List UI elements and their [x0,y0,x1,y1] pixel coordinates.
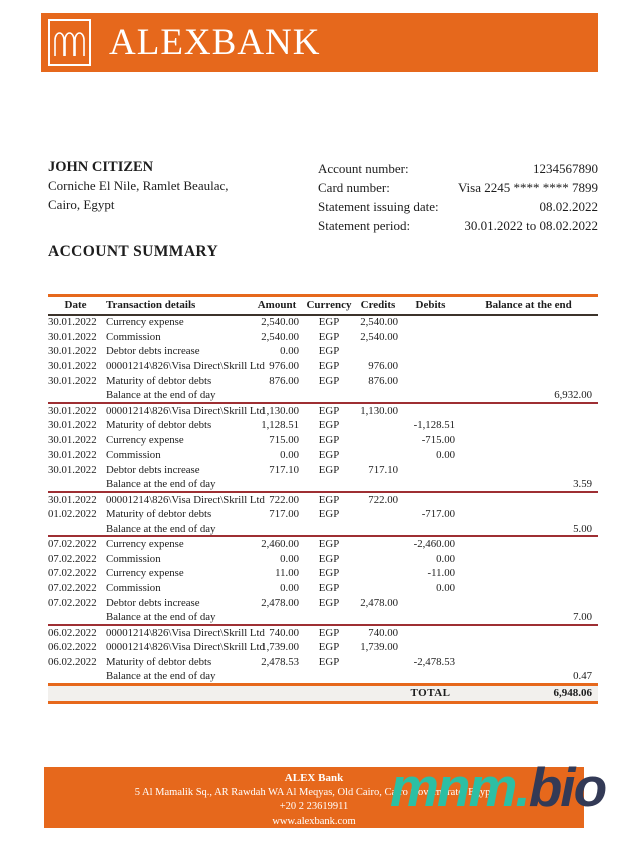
cell-currency: EGP [318,493,340,506]
cell-empty [402,477,459,492]
cell-amount: 2,460.00 [261,538,299,551]
cell-details: Commission [106,582,161,595]
transaction-row [48,359,598,374]
cell-currency: EGP [318,656,340,669]
transaction-row [48,536,598,551]
cell-balance [459,315,598,330]
transaction-row [48,581,598,596]
cell-amount: 0.00 [280,449,299,462]
balance-value: 3.59 [459,477,598,492]
cell-balance [459,374,598,389]
header-band [41,13,598,72]
cell-debits [402,315,459,330]
account-info-row [318,216,598,235]
cell-debits [402,403,459,418]
cell-currency: EGP [318,405,340,418]
cell-currency: EGP [318,316,340,329]
info-value: 1234567890 [533,161,598,176]
total-row [48,684,598,702]
cell-empty [250,477,304,492]
cell-details: Commission [106,552,161,565]
cell-balance [459,462,598,477]
cell-empty [304,670,354,685]
cell-credits: 976.00 [368,360,398,373]
cell-empty [304,477,354,492]
cell-date: 30.01.2022 [48,419,97,432]
cell-debits [402,462,459,477]
cell-amount: 1,130.00 [261,405,299,418]
transaction-row [48,492,598,507]
cell-currency: EGP [318,419,340,432]
three-arches-icon [53,28,86,58]
cell-credits: 2,540.00 [360,316,398,329]
cell-amount: 717.00 [269,508,299,521]
total-label: TOTAL [402,684,459,702]
info-label: Statement issuing date: [318,199,439,214]
cell-credits: 1,739.00 [360,641,398,654]
transactions-table [48,294,598,704]
cell-amount: 1,739.00 [261,641,299,654]
table-body [48,315,598,685]
cell-debits [402,596,459,611]
cell-empty [250,388,304,403]
cell-amount: 11.00 [275,567,299,580]
cell-empty [48,670,103,685]
account-info-row [318,159,598,178]
cell-debits [402,359,459,374]
transaction-row [48,329,598,344]
balance-label: Balance at the end of day [103,522,250,537]
cell-currency: EGP [318,552,340,565]
cell-date: 07.02.2022 [48,538,97,551]
balance-value: 7.00 [459,610,598,625]
cell-balance [459,329,598,344]
cell-debits [402,625,459,640]
cell-empty [304,610,354,625]
cell-credits: 2,540.00 [360,330,398,343]
cell-currency: EGP [318,434,340,447]
transaction-row [48,596,598,611]
transaction-row [48,433,598,448]
info-value: 30.01.2022 to 08.02.2022 [464,218,598,233]
cell-empty [48,477,103,492]
cell-amount: 0.00 [280,345,299,358]
cell-debits [402,374,459,389]
cell-amount: 2,540.00 [261,316,299,329]
cell-details: Maturity of debtor debts [106,375,212,388]
info-value: 08.02.2022 [539,199,598,214]
bank-name: ALEXBANK [109,22,321,63]
cell-empty [402,388,459,403]
cell-credits [354,344,402,359]
info-label: Card number: [318,180,390,195]
transaction-row [48,418,598,433]
cell-amount: 876.00 [269,375,299,388]
cell-balance [459,551,598,566]
cell-empty [103,684,250,702]
cell-amount: 722.00 [269,493,299,506]
column-header: Date [64,299,87,312]
cell-date: 30.01.2022 [48,449,97,462]
cell-empty [304,684,354,702]
cell-date: 06.02.2022 [48,641,97,654]
transaction-row [48,315,598,330]
cell-details: Debtor debts increase [106,597,200,610]
cell-date: 30.01.2022 [48,345,97,358]
cell-empty [250,670,304,685]
balance-value: 0.47 [459,670,598,685]
balance-value: 5.00 [459,522,598,537]
cell-amount: 740.00 [269,627,299,640]
cell-empty [48,388,103,403]
cell-balance [459,581,598,596]
cell-currency: EGP [318,345,340,358]
cell-credits [354,581,402,596]
cell-balance [459,418,598,433]
cell-date: 06.02.2022 [48,656,97,669]
cell-balance [459,536,598,551]
cell-empty [354,610,402,625]
cell-empty [354,477,402,492]
cell-debits [402,492,459,507]
cell-empty [304,388,354,403]
cell-empty [304,522,354,537]
cell-amount: 0.00 [280,552,299,565]
column-header: Credits [360,299,396,312]
cell-date: 30.01.2022 [48,434,97,447]
cell-details: 00001214\826\Visa Direct\Skrill Ltd [106,627,265,640]
cell-details: Commission [106,330,161,343]
cell-credits: 740.00 [368,627,398,640]
cell-empty [402,670,459,685]
cell-empty [354,522,402,537]
footer-bank-name: ALEX Bank [284,772,344,784]
cell-empty [354,684,402,702]
cell-balance [459,655,598,670]
account-info-row [318,178,598,197]
cell-currency: EGP [318,567,340,580]
cell-debits: -11.00 [427,567,455,580]
cell-date: 30.01.2022 [48,360,97,373]
cell-debits: 0.00 [436,552,455,565]
cell-empty [354,388,402,403]
cell-date: 30.01.2022 [48,493,97,506]
cell-balance [459,492,598,507]
cell-credits [354,507,402,522]
cell-credits [354,418,402,433]
cell-credits [354,536,402,551]
cell-empty [402,610,459,625]
cell-details: Currency expense [106,434,184,447]
cell-empty [250,522,304,537]
cell-details: 00001214\826\Visa Direct\Skrill Ltd [106,405,265,418]
column-header: Debits [415,299,446,312]
cell-details: 00001214\826\Visa Direct\Skrill Ltd [106,641,265,654]
cell-currency: EGP [318,597,340,610]
cell-balance [459,566,598,581]
customer-block [48,157,229,214]
balance-label: Balance at the end of day [103,388,250,403]
cell-empty [250,610,304,625]
cell-debits: 0.00 [436,449,455,462]
cell-credits: 2,478.00 [360,597,398,610]
cell-amount: 717.10 [269,463,299,476]
cell-credits [354,655,402,670]
footer-address: 5 Al Mamalik Sq., AR Rawdah WA Al Meqyas, Old Cairo, Cairo Governorate, Egypt [134,786,494,798]
cell-currency: EGP [318,330,340,343]
account-info-row [318,197,598,216]
balance-row [48,610,598,625]
cell-date: 30.01.2022 [48,405,97,418]
cell-currency: EGP [318,538,340,551]
cell-credits: 1,130.00 [360,405,398,418]
table-wrap [48,294,598,704]
transaction-row [48,640,598,655]
cell-debits: 0.00 [436,582,455,595]
cell-date: 30.01.2022 [48,463,97,476]
column-header: Currency [306,299,352,312]
cell-debits: -715.00 [421,434,455,447]
watermark-secondary: bio [528,756,606,818]
cell-balance [459,596,598,611]
section-title: ACCOUNT SUMMARY [48,243,219,260]
cell-date: 01.02.2022 [48,508,97,521]
cell-amount: 2,540.00 [261,330,299,343]
cell-balance [459,625,598,640]
balance-value: 6,932.00 [459,388,598,403]
transaction-row [48,566,598,581]
balance-row [48,477,598,492]
cell-balance [459,640,598,655]
balance-row [48,522,598,537]
cell-currency: EGP [318,463,340,476]
column-header: Amount [257,299,297,312]
cell-date: 30.01.2022 [48,330,97,343]
cell-credits: 717.10 [368,463,398,476]
cell-empty [354,670,402,685]
cell-credits [354,566,402,581]
table-header-row [48,296,598,315]
cell-currency: EGP [318,508,340,521]
transaction-row [48,403,598,418]
cell-date: 30.01.2022 [48,316,97,329]
cell-credits: 722.00 [368,493,398,506]
cell-currency: EGP [318,375,340,388]
cell-debits [402,329,459,344]
cell-currency: EGP [318,627,340,640]
cell-date: 07.02.2022 [48,582,97,595]
cell-currency: EGP [318,360,340,373]
balance-label: Balance at the end of day [103,670,250,685]
balance-label: Balance at the end of day [103,610,250,625]
cell-balance [459,344,598,359]
balance-row [48,670,598,685]
cell-amount: 0.00 [280,582,299,595]
cell-empty [402,522,459,537]
watermark-primary: mnm. [390,756,529,818]
balance-label: Balance at the end of day [103,477,250,492]
cell-details: 00001214\826\Visa Direct\Skrill Ltd [106,493,265,506]
cell-details: Debtor debts increase [106,463,200,476]
footer-phone: +20 2 23619911 [279,801,349,812]
footer-website: www.alexbank.com [272,815,356,827]
cell-debits [402,640,459,655]
transaction-row [48,507,598,522]
customer-address-line2: Cairo, Egypt [48,196,115,212]
cell-balance [459,359,598,374]
cell-balance [459,448,598,463]
cell-details: Maturity of debtor debts [106,508,212,521]
transaction-row [48,374,598,389]
cell-debits: -2,460.00 [413,538,455,551]
cell-debits: -1,128.51 [413,419,455,432]
cell-empty [250,684,304,702]
cell-details: Maturity of debtor debts [106,419,212,432]
cell-details: Currency expense [106,567,184,580]
cell-debits: -2,478.53 [413,656,455,669]
transaction-row [48,344,598,359]
alexbank-logo [48,19,91,66]
info-label: Statement period: [318,218,411,233]
cell-details: Currency expense [106,316,184,329]
cell-date: 06.02.2022 [48,627,97,640]
total-value: 6,948.06 [459,684,598,702]
cell-details: Maturity of debtor debts [106,656,212,669]
cell-details: Commission [106,449,161,462]
cell-date: 07.02.2022 [48,552,97,565]
cell-credits [354,551,402,566]
cell-balance [459,433,598,448]
cell-amount: 976.00 [269,360,299,373]
cell-date: 07.02.2022 [48,567,97,580]
account-info [318,159,598,235]
transaction-row [48,462,598,477]
cell-amount: 2,478.00 [261,597,299,610]
cell-amount: 715.00 [269,434,299,447]
cell-date: 30.01.2022 [48,375,97,388]
cell-details: Currency expense [106,538,184,551]
customer-address-line1: Corniche El Nile, Ramlet Beaulac, [48,178,229,193]
cell-details: Debtor debts increase [106,345,200,358]
balance-row [48,388,598,403]
transaction-row [48,625,598,640]
transaction-row [48,551,598,566]
cell-details: 00001214\826\Visa Direct\Skrill Ltd [106,360,265,373]
cell-currency: EGP [318,582,340,595]
cell-credits [354,448,402,463]
cell-credits: 876.00 [368,375,398,388]
column-header: Transaction details [106,299,196,312]
cell-date: 07.02.2022 [48,597,97,610]
info-value: Visa 2245 **** **** 7899 [457,180,598,195]
cell-currency: EGP [318,449,340,462]
cell-balance [459,507,598,522]
cell-amount: 2,478.53 [261,656,299,669]
cell-debits [402,344,459,359]
cell-empty [48,610,103,625]
watermark [390,756,606,818]
transaction-row [48,448,598,463]
customer-name: JOHN CITIZEN [48,159,154,175]
cell-empty [48,684,103,702]
cell-debits: -717.00 [421,508,455,521]
cell-balance [459,403,598,418]
column-header: Balance at the end [485,299,572,312]
cell-credits [354,433,402,448]
cell-amount: 1,128.51 [261,419,299,432]
cell-currency: EGP [318,641,340,654]
cell-empty [48,522,103,537]
transaction-row [48,655,598,670]
info-label: Account number: [318,161,409,176]
